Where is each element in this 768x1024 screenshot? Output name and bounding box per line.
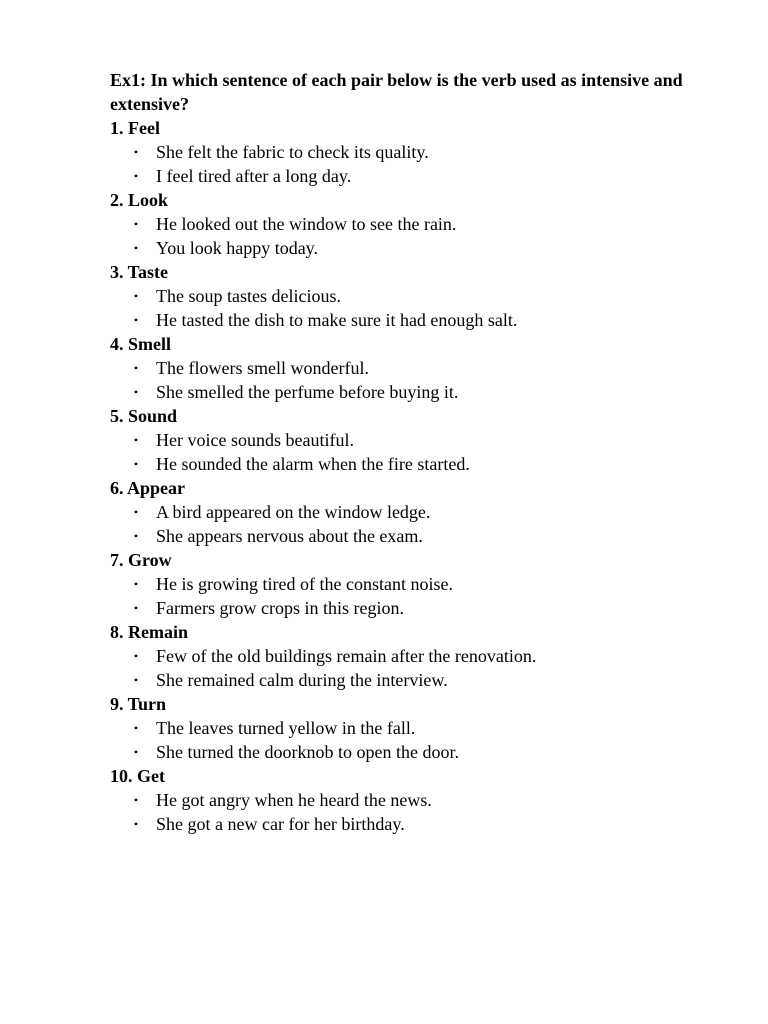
sentence-text: The soup tastes delicious. [156,286,341,306]
verb-heading: 4. Smell [110,334,171,354]
sentence-text: She smelled the perfume before buying it. [156,382,459,402]
sentence-item [110,812,710,836]
sentence-item [110,524,710,548]
verb-heading: 8. Remain [110,622,188,642]
sentence-item [110,572,710,596]
bullet-icon: • [133,505,139,519]
sentence-item [110,308,710,332]
verb-heading: 1. Feel [110,118,160,138]
bullet-icon: • [133,649,139,663]
bullet-icon: • [133,433,139,447]
sentence-list [110,356,710,404]
bullet-icon: • [133,289,139,303]
sentence-list [110,572,710,620]
verb-heading: 6. Appear [110,478,186,498]
sentence-item [110,452,710,476]
sentence-item [110,212,710,236]
sentence-list [110,500,710,548]
sentence-list [110,140,710,188]
bullet-icon: • [133,577,139,591]
sentence-text: He sounded the alarm when the fire started. [156,454,470,474]
bullet-icon: • [133,241,139,255]
bullet-icon: • [133,145,139,159]
sentence-text: The leaves turned yellow in the fall. [156,718,416,738]
verb-item [110,404,710,476]
sentence-list [110,716,710,764]
verb-item [110,116,710,188]
verb-heading: 10. Get [110,766,165,786]
sentence-item [110,716,710,740]
bullet-icon: • [133,361,139,375]
sentence-text: He is growing tired of the constant noise. [156,574,453,594]
sentence-item [110,428,710,452]
sentence-list [110,212,710,260]
sentence-item [110,236,710,260]
sentence-text: She got a new car for her birthday. [156,814,405,834]
verb-item [110,620,710,692]
verb-item [110,332,710,404]
sentence-text: Few of the old buildings remain after the renovation. [156,646,537,666]
sentence-list [110,644,710,692]
sentence-list [110,428,710,476]
sentence-list [110,284,710,332]
sentence-item [110,356,710,380]
sentence-item [110,644,710,668]
sentence-list [110,788,710,836]
document-page [110,68,710,836]
bullet-icon: • [133,169,139,183]
verb-item [110,548,710,620]
sentence-text: He got angry when he heard the news. [156,790,432,810]
sentence-item [110,380,710,404]
sentence-text: Farmers grow crops in this region. [156,598,404,618]
verb-heading: 2. Look [110,190,169,210]
sentence-text: Her voice sounds beautiful. [156,430,354,450]
sentence-text: She turned the doorknob to open the door. [156,742,459,762]
sentence-item [110,500,710,524]
sentence-item [110,740,710,764]
sentence-text: The flowers smell wonderful. [156,358,369,378]
sentence-item [110,668,710,692]
bullet-icon: • [133,313,139,327]
exercise-items [110,116,710,836]
verb-heading: 9. Turn [110,694,167,714]
verb-item [110,260,710,332]
sentence-text: She felt the fabric to check its quality. [156,142,429,162]
verb-item [110,188,710,260]
verb-heading: 7. Grow [110,550,172,570]
bullet-icon: • [133,385,139,399]
sentence-item [110,788,710,812]
sentence-item [110,596,710,620]
sentence-item [110,164,710,188]
bullet-icon: • [133,529,139,543]
bullet-icon: • [133,721,139,735]
sentence-item [110,140,710,164]
bullet-icon: • [133,457,139,471]
bullet-icon: • [133,793,139,807]
sentence-text: He tasted the dish to make sure it had enough salt. [156,310,518,330]
bullet-icon: • [133,601,139,615]
verb-item [110,692,710,764]
sentence-text: She appears nervous about the exam. [156,526,423,546]
verb-heading: 5. Sound [110,406,178,426]
exercise-title: Ex1: In which sentence of each pair below is the verb used as intensive and extensive? [110,70,683,114]
sentence-text: She remained calm during the interview. [156,670,448,690]
sentence-text: I feel tired after a long day. [156,166,352,186]
bullet-icon: • [133,673,139,687]
verb-item [110,764,710,836]
bullet-icon: • [133,817,139,831]
sentence-text: He looked out the window to see the rain. [156,214,457,234]
sentence-text: A bird appeared on the window ledge. [156,502,431,522]
verb-heading: 3. Taste [110,262,169,282]
bullet-icon: • [133,745,139,759]
bullet-icon: • [133,217,139,231]
sentence-text: You look happy today. [156,238,319,258]
sentence-item [110,284,710,308]
verb-item [110,476,710,548]
